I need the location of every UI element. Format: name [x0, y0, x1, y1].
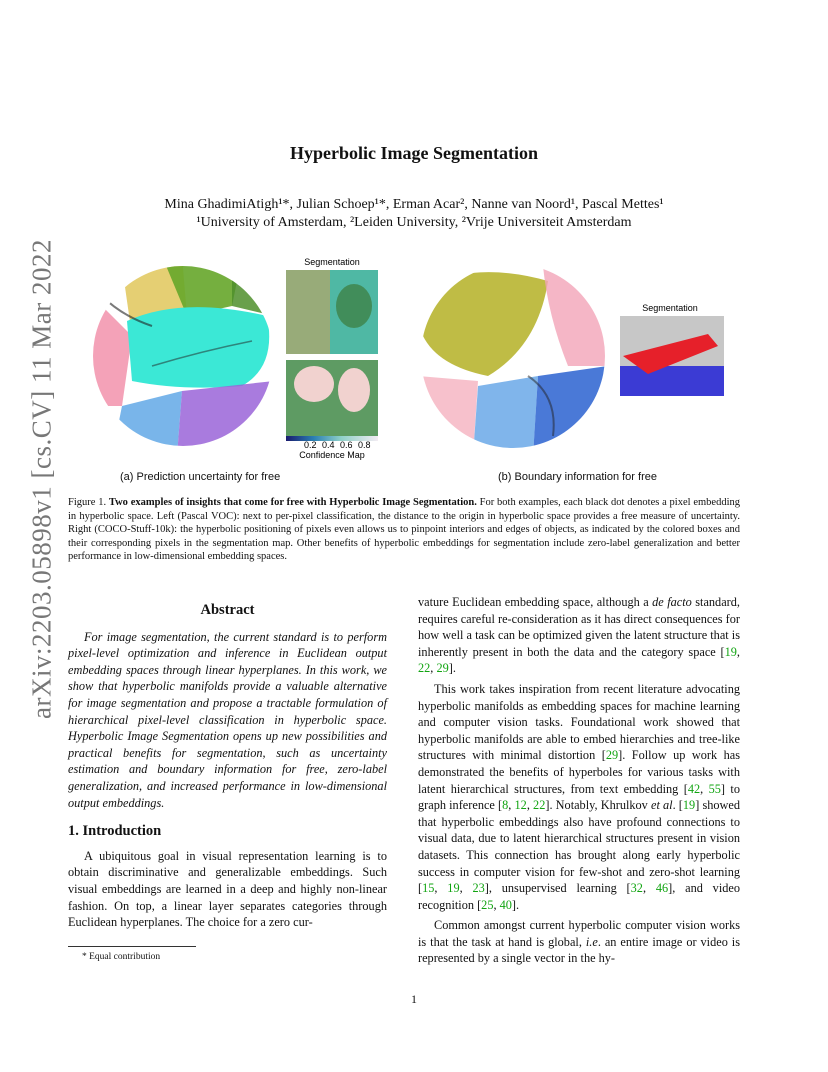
caption-text: For both examples, each black dot denotes a pixel embedding in hyperbolic space. Left (Pascal VOC): next to per-pixel classification, the distance to the origin in hyperbolic space provides a free measure of uncertainty. Right (COCO-Stuff-10k): the hyperbolic positioning of pixels even allows us to pinpoint interiors and edges of objects, as indicated by the colored boxes and their corresponding pixels in the segmentation map. Other benefits of hyperbolic embeddings for segmentation include zero-label generalization and better performance in low-dimensional embedding spaces.: [68, 497, 740, 563]
citation-link[interactable]: 42: [687, 781, 701, 796]
caption-a: (a) Prediction uncertainty for free: [120, 471, 281, 483]
citation-link[interactable]: 19: [447, 881, 460, 896]
seg-label-left: Segmentation: [304, 257, 360, 267]
author-block: [0, 196, 828, 232]
right-paragraph-2: This work takes inspiration from recent literature advocating hyperbolic manifolds as embedding spaces for machine learning and computer vision tasks. Foundational work showed that hyperbolic manifolds are able to embed hierarchies and tree-like structures with minimal distortion [29]. Follow up work has demonstrated the benefits of hyperboles for various tasks with latent hierarchical structures, from text embedding [42, 55] to graph inference [8, 12, 22]. Notably, Khrulkov et al. [19] showed that hyperbolic embeddings also have profound connections to visual data, due to latent hierarchical structures present in vision datasets. This connection has brought along early hyperbolic success in computer vision for few-shot and zero-shot learning [15, 19, 23], unsupervised learning [32, 46], and video recognition [25, 40].: [418, 681, 741, 912]
affiliations-line: ¹University of Amsterdam, ²Leiden University, ²Vrije Universiteit Amsterdam: [196, 215, 632, 230]
left-column: [68, 602, 387, 931]
citation-link[interactable]: 46: [655, 881, 669, 896]
colorbar-tick: 0.2: [304, 440, 317, 450]
colorbar-tick: 0.8: [358, 440, 371, 450]
caption-b: (b) Boundary information for free: [498, 471, 657, 483]
colorbar-tick: 0.4: [322, 440, 335, 450]
colorbar-tick: 0.6: [340, 440, 353, 450]
authors-line: Mina GhadimiAtigh¹*, Julian Schoep¹*, Erman Acar², Nanne van Noord¹, Pascal Mettes¹: [164, 197, 664, 212]
confidence-label: Confidence Map: [299, 450, 365, 460]
citation-link[interactable]: 19: [682, 798, 696, 813]
citation-link[interactable]: 40: [499, 897, 512, 912]
intro-heading: 1. Introduction: [68, 823, 162, 840]
citation-link[interactable]: 32: [630, 881, 643, 896]
caption-lead: Figure 1.: [68, 497, 109, 508]
right-paragraph-3: Common amongst current hyperbolic computer vision works is that the task at hand is global, i.e. an entire image or video is represented by a single vector in the hy-: [418, 918, 740, 966]
citation-link[interactable]: 22: [533, 798, 546, 813]
citation-link[interactable]: 19: [724, 644, 737, 659]
citation-link[interactable]: 55: [708, 781, 721, 796]
arxiv-stamp: [26, 239, 58, 719]
arxiv-stamp-text: arXiv:2203.05898v1 [cs.CV] 11 Mar 2022: [26, 239, 57, 719]
poincare-disk-a: [92, 256, 274, 456]
footnote: * Equal contribution: [82, 952, 161, 962]
citation-link[interactable]: 23: [472, 881, 485, 896]
citation-link[interactable]: 15: [422, 881, 435, 896]
intro-paragraph: A ubiquitous goal in visual representation learning is to obtain discriminative and generalizable embeddings. Such visual embeddings are learned in a deep and highly non-linear fashion. On top, a linear layer separates categories through Euclidean hyperplanes. The choice for a zero cur-: [68, 848, 387, 930]
figure-b: [418, 256, 728, 466]
right-paragraph-1: vature Euclidean embedding space, although a de facto standard, requires careful re-consideration as it has direct consequences for how well a task can be optimized given the latent structure that is inherently present in both the data and the category space [19, 22, 29].: [418, 595, 740, 676]
citation-link[interactable]: 29: [605, 748, 619, 763]
page-number: 1: [411, 992, 417, 1006]
citation-link[interactable]: 22: [418, 661, 431, 676]
seg-label-right: Segmentation: [642, 303, 698, 313]
caption-bold: Two examples of insights that come for free with Hyperbolic Image Segmentation.: [108, 497, 477, 508]
citation-link[interactable]: 25: [481, 897, 494, 912]
citation-link[interactable]: 8: [502, 798, 509, 813]
citation-link[interactable]: 12: [514, 798, 527, 813]
figure-caption: [68, 496, 740, 564]
paper-title: Hyperbolic Image Segmentation: [290, 143, 538, 163]
figure-a: [92, 256, 392, 466]
abstract-heading: Abstract: [200, 602, 255, 618]
poincare-disk-b: [418, 256, 608, 456]
footnote-rule: [68, 946, 196, 947]
citation-link[interactable]: 29: [436, 661, 449, 676]
right-column: [418, 594, 740, 967]
abstract-text: For image segmentation, the current standard is to perform pixel-level optimization and inference in Euclidean output embedding spaces through linear hyperplanes. In this work, we show that hyperbolic manifolds provide a valuable alternative for image segmentation and propose a tractable formulation of hierarchical pixel-level classification in hyperbolic space. Hyperbolic Image Segmentation opens up new possibilities and practical benefits for segmentation, such as uncertainty estimation and boundary information for free, zero-label generalization, and increased performance in low-dimensional output embeddings.: [68, 629, 387, 810]
